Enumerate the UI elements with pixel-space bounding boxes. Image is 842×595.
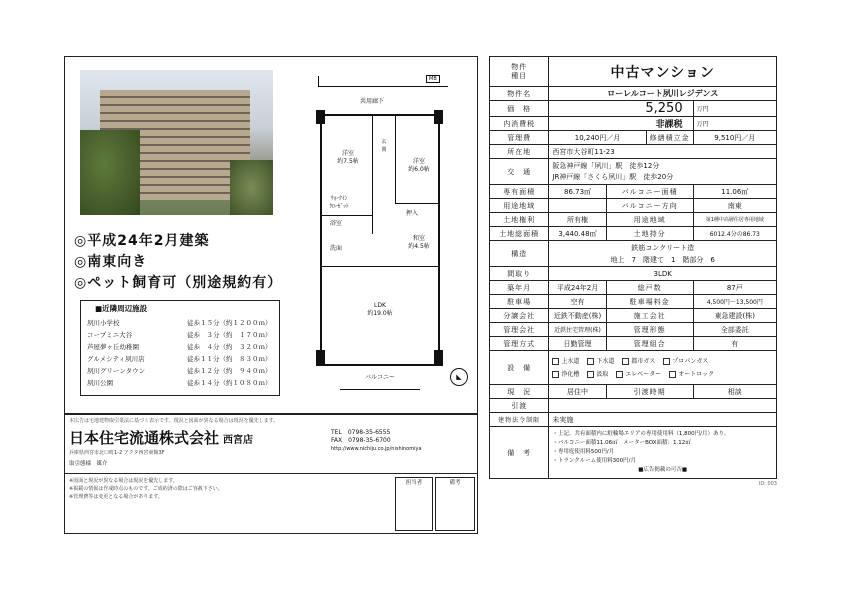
checkbox	[552, 371, 559, 378]
divider	[372, 114, 373, 234]
table-row: 設 備 上水道 下水道 都市ガス プロパンガス 浄化槽 汲取 エレベーター オートロック	[490, 351, 777, 385]
checkbox	[552, 358, 559, 365]
table-row: 管理費 10,240円／月 修繕積立金 9,510円／月	[490, 131, 777, 145]
table-row: 構造 鉄筋コンクリート造 地上 7 階建て 1 階部分 6	[490, 241, 777, 267]
divider	[320, 266, 440, 267]
spec-table	[489, 56, 777, 479]
spec-handover: 相談	[693, 385, 776, 399]
table-row: 建物法令制限 未実施	[490, 413, 777, 427]
checkbox	[622, 358, 629, 365]
building-photo	[80, 70, 273, 215]
spec-builder: 東急建設(株)	[693, 309, 776, 323]
footer-code: ID: 003	[758, 481, 777, 487]
floor-plan	[300, 70, 470, 400]
table-row: 築年月 平成24年2月 総戸数 87戸	[490, 281, 777, 295]
nearby-title: ■近隣周辺施設	[95, 304, 148, 313]
spec-panel	[489, 56, 777, 487]
trees	[80, 130, 140, 215]
spec-zone: 第1種中高層住居専用地域	[693, 213, 776, 227]
company-divider	[65, 473, 477, 474]
room-balcony: バルコニー	[340, 368, 420, 390]
stamp-box-1: 担当者	[395, 477, 433, 531]
checkbox	[587, 358, 594, 365]
spec-equipment: 上水道 下水道 都市ガス プロパンガス 浄化槽 汲取 エレベーター オートロック	[549, 351, 777, 385]
company-notice: 本広告は宅地建物取引業法に基づく表示です。現況と図面が異なる場合は現況を優先します。	[69, 418, 279, 424]
trees-right	[230, 160, 273, 215]
spec-direction: 南東	[693, 199, 776, 213]
company-url[interactable]: http://www.nichiju.co.jp/nishinomiya	[331, 446, 422, 452]
company-disclaimer: ※図面と現況が異なる場合は現況を優先します。 ※掲載の情報は作成時点のものです。ご成約済の際はご容赦下さい。 ※管理費等は変更となる場合があります。	[69, 478, 223, 500]
corridor-label: 共用廊下	[360, 98, 385, 105]
list-item: 芦屋夢ヶ丘幼稚園 徒歩 ４分（約 ３２０ｍ）	[87, 342, 272, 351]
spec-seller: 近鉄不動産(株)	[549, 309, 606, 323]
company-contacts: TEL 0798-35-6555 FAX 0798-35-6700 http://www.nichiju.co.jp/nishinomiya	[331, 429, 422, 452]
list-item: 夙川グリーンタウン 徒歩１２分（約 ９４０ｍ）	[87, 366, 272, 375]
table-row: 価 格 5,250 万円	[490, 101, 777, 117]
room-japanese: 和室 約4.5帖	[408, 235, 430, 250]
table-row: 用途地域 バルコニー方向 南東	[490, 199, 777, 213]
company-address: 兵庫県西宮市北口町1-2 アクタ西宮東館3F	[69, 450, 165, 456]
company-license: 取引態様 媒介	[69, 461, 108, 467]
wall	[316, 350, 325, 366]
table-row: 引渡	[490, 399, 777, 413]
table-row: 専有面積 86.73㎡ バルコニー面積 11.06㎡	[490, 185, 777, 199]
table-row: 管理会社 近鉄住宅管理(株) 管理形態 全部委託	[490, 323, 777, 337]
table-row: 土地総面積 3,440.48㎡ 土地持分 6012.4分の86.73	[490, 227, 777, 241]
spec-right: 所有権	[549, 213, 606, 227]
spec-type-label: 物件 種目	[490, 57, 549, 87]
spec-type: 中古マンション	[549, 57, 777, 87]
table-row: 管理方式 日勤管理 管理組合 有	[490, 337, 777, 351]
room-entrance: 玄 関	[381, 139, 387, 153]
spec-association: 有	[693, 337, 776, 351]
spec-units: 87戸	[693, 281, 776, 295]
table-row: 所在地 西宮市大谷町11-23	[490, 145, 777, 159]
wall	[316, 110, 325, 124]
spec-price: 5,250	[549, 101, 693, 117]
feature-built: ◎平成24年2月建築	[74, 233, 210, 249]
feature-direction: ◎南東向き	[74, 254, 148, 270]
spec-mgmt: 10,240円／月	[549, 131, 646, 145]
spec-parking-fee: 4,500円～13,500円	[693, 295, 776, 309]
table-row: 分譲会社 近鉄不動産(株) 施工会社 東急建設(株)	[490, 309, 777, 323]
spec-built: 平成24年2月	[549, 281, 606, 295]
table-row: 土地権利 所有権 用途地域 第1種中高層住居専用地域	[490, 213, 777, 227]
divider	[320, 215, 372, 216]
room-wic: ｳｫｰｸｲﾝ ｸﾛｰｾﾞｯﾄ	[329, 196, 349, 210]
checkbox	[669, 371, 676, 378]
room-ldk: LDK 約19.0帖	[367, 302, 393, 317]
table-row	[490, 57, 777, 87]
corridor-line-2	[318, 76, 319, 86]
room-bath: 浴室	[329, 220, 342, 227]
table-row: 内消費税 非課税 万円	[490, 117, 777, 131]
table-row: 交 通 阪急神戸線「夙川」駅 徒歩12分 JR神戸線「さくら夙川」駅 徒歩20分	[490, 159, 777, 185]
list-item: グルメシティ夙川店 徒歩１１分（約 ８３０ｍ）	[87, 354, 272, 363]
list-item: 夙川小学校 徒歩１５分（約１２００ｍ）	[87, 318, 272, 327]
list-item: コープミニ大谷 徒歩 ３分（約 １７０ｍ）	[87, 330, 272, 339]
spec-tax: 非課税	[549, 117, 693, 131]
room-wash: 洗面	[329, 245, 342, 252]
wall	[434, 350, 443, 366]
room-western-2: 洋室 約6.0帖	[408, 158, 430, 173]
wall	[434, 110, 443, 124]
spec-repair: 9,510円／月	[693, 131, 776, 145]
spec-traffic: 阪急神戸線「夙川」駅 徒歩12分 JR神戸線「さくら夙川」駅 徒歩20分	[549, 159, 777, 185]
nearby-facilities	[80, 300, 280, 396]
spec-notes: ・上記、共有面積内に駐輪場エリアの専用使用料（1,800円/月）あり。 ・バルコニー面積11.06㎡ メーターBOX面積：1.12㎡ ・専用庭使用料500円/月 ・トランクルーム使用料300円/月 ■広告掲載の可否■	[549, 427, 777, 479]
north-icon: ◣	[450, 368, 468, 386]
spec-manager: 近鉄住宅管理(株)	[549, 323, 606, 337]
table-row: 物件名 ローレルコート夙川レジデンス	[490, 87, 777, 101]
room-western-1: 洋室 約7.5帖	[337, 150, 359, 165]
company-block	[64, 414, 478, 534]
stamp-box-2: 備考	[435, 477, 475, 531]
list-item: 夙川公園 徒歩１４分（約１０８０ｍ）	[87, 378, 272, 387]
spec-balcony: 11.06㎡	[693, 185, 776, 199]
table-row: 備 考 ・上記、共有面積内に駐輪場エリアの専用使用料（1,800円/月）あり。 ・バルコニー面積11.06㎡ メーターBOX面積：1.12㎡ ・専用庭使用料500円/月 ・トランクルーム使用料300円/月 ■広告掲載の可否■	[490, 427, 777, 479]
table-row: 駐車場 空有 駐車場料金 4,500円～13,500円	[490, 295, 777, 309]
fax-number: 0798-35-6700	[348, 437, 391, 444]
spec-manage-form: 全部委託	[693, 323, 776, 337]
features	[74, 231, 294, 294]
spec-current: 居住中	[549, 385, 606, 399]
nearby-table	[85, 316, 274, 388]
spec-area: 86.73㎡	[549, 185, 606, 199]
spec-site: 3,440.48㎡	[549, 227, 606, 241]
spec-layout: 3LDK	[549, 267, 777, 281]
corridor-line	[318, 86, 448, 87]
checkbox	[587, 371, 594, 378]
divider	[395, 114, 396, 204]
spec-address: 西宮市大谷町11-23	[549, 145, 777, 159]
spec-parking: 空有	[549, 295, 606, 309]
spec-name: ローレルコート夙川レジデンス	[549, 87, 777, 101]
checkbox	[663, 358, 670, 365]
tel-number: 0798-35-6555	[347, 429, 391, 436]
company-name: 日本住宅流通株式会社 西宮店	[69, 429, 254, 447]
checkbox	[616, 371, 623, 378]
divider	[395, 203, 440, 204]
table-row: 間取り 3LDK	[490, 267, 777, 281]
spec-manage-type: 日勤管理	[549, 337, 606, 351]
table-row: 現 況 居住中 引渡時期 相談	[490, 385, 777, 399]
mb-label: MB	[426, 75, 440, 83]
room-closet: 押入	[405, 210, 418, 217]
spec-share: 6012.4分の86.73	[693, 227, 776, 241]
feature-pet: ◎ペット飼育可（別途規約有）	[74, 275, 283, 291]
spec-limit: 未実施	[549, 413, 777, 427]
spec-structure: 鉄筋コンクリート造 地上 7 階建て 1 階部分 6	[549, 241, 777, 267]
